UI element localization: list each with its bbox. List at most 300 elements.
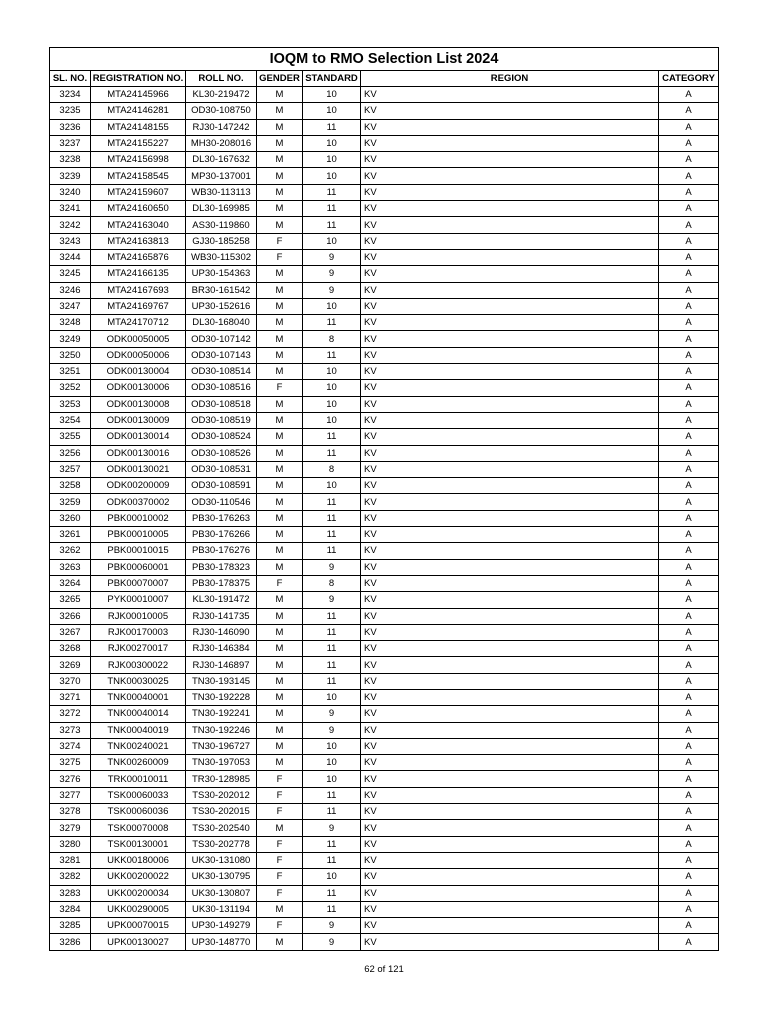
registration-no-cell: PBK00060001 [91, 559, 186, 575]
table-row [50, 885, 719, 901]
registration-no-cell: ODK00050006 [91, 347, 186, 363]
region-cell: KV [361, 266, 659, 282]
table-row [50, 217, 719, 233]
table-row [50, 135, 719, 151]
table-row [50, 249, 719, 265]
registration-no-cell: MTA24163813 [91, 233, 186, 249]
standard-cell: 10 [303, 396, 361, 412]
gender-cell: M [257, 934, 303, 950]
roll-no-cell: TN30-192241 [186, 706, 257, 722]
category-cell: A [659, 152, 719, 168]
standard-cell: 11 [303, 347, 361, 363]
category-cell: A [659, 201, 719, 217]
registration-no-cell: ODK00200009 [91, 478, 186, 494]
gender-cell: F [257, 852, 303, 868]
standard-cell: 10 [303, 380, 361, 396]
category-cell: A [659, 380, 719, 396]
registration-no-cell: TNK00240021 [91, 738, 186, 754]
roll-no-cell: PB30-178323 [186, 559, 257, 575]
registration-no-cell: PBK00010002 [91, 510, 186, 526]
standard-cell: 11 [303, 217, 361, 233]
registration-no-cell: PYK00010007 [91, 592, 186, 608]
category-cell: A [659, 559, 719, 575]
roll-no-cell: UK30-130795 [186, 869, 257, 885]
region-cell: KV [361, 412, 659, 428]
table-row [50, 315, 719, 331]
sl-no-cell: 3270 [50, 673, 91, 689]
category-cell: A [659, 184, 719, 200]
gender-cell: M [257, 722, 303, 738]
region-cell: KV [361, 510, 659, 526]
registration-no-cell: MTA24158545 [91, 168, 186, 184]
region-cell: KV [361, 641, 659, 657]
roll-no-cell: DL30-167632 [186, 152, 257, 168]
standard-cell: 11 [303, 624, 361, 640]
standard-cell: 11 [303, 494, 361, 510]
category-cell: A [659, 364, 719, 380]
category-cell: A [659, 168, 719, 184]
registration-no-cell: ODK00130009 [91, 412, 186, 428]
region-cell: KV [361, 918, 659, 934]
table-row [50, 103, 719, 119]
gender-cell: M [257, 184, 303, 200]
table-row [50, 592, 719, 608]
category-cell: A [659, 575, 719, 591]
table-row [50, 396, 719, 412]
sl-no-cell: 3243 [50, 233, 91, 249]
category-cell: A [659, 135, 719, 151]
standard-cell: 10 [303, 412, 361, 428]
gender-cell: M [257, 135, 303, 151]
standard-cell: 11 [303, 641, 361, 657]
table-row [50, 510, 719, 526]
table-row [50, 804, 719, 820]
table-row [50, 934, 719, 950]
registration-no-cell: ODK00130014 [91, 429, 186, 445]
sl-no-cell: 3238 [50, 152, 91, 168]
category-cell: A [659, 217, 719, 233]
registration-no-cell: ODK00130006 [91, 380, 186, 396]
region-cell: KV [361, 445, 659, 461]
sl-no-cell: 3265 [50, 592, 91, 608]
sl-no-cell: 3241 [50, 201, 91, 217]
gender-cell: M [257, 298, 303, 314]
category-cell: A [659, 103, 719, 119]
standard-cell: 9 [303, 706, 361, 722]
roll-no-cell: TR30-128985 [186, 771, 257, 787]
category-cell: A [659, 689, 719, 705]
sl-no-cell: 3234 [50, 87, 91, 103]
table-row [50, 233, 719, 249]
standard-cell: 11 [303, 201, 361, 217]
table-row [50, 787, 719, 803]
table-row [50, 266, 719, 282]
registration-no-cell: TNK00260009 [91, 755, 186, 771]
region-cell: KV [361, 282, 659, 298]
roll-no-cell: OD30-110546 [186, 494, 257, 510]
standard-cell: 10 [303, 233, 361, 249]
table-row [50, 364, 719, 380]
sl-no-cell: 3258 [50, 478, 91, 494]
standard-cell: 11 [303, 119, 361, 135]
standard-cell: 9 [303, 249, 361, 265]
category-cell: A [659, 445, 719, 461]
roll-no-cell: PB30-176276 [186, 543, 257, 559]
roll-no-cell: RJ30-147242 [186, 119, 257, 135]
table-row [50, 689, 719, 705]
standard-cell: 11 [303, 804, 361, 820]
standard-cell: 11 [303, 315, 361, 331]
gender-cell: M [257, 527, 303, 543]
standard-cell: 9 [303, 592, 361, 608]
col-header-registration-no: REGISTRATION NO. [91, 71, 186, 87]
category-cell: A [659, 738, 719, 754]
gender-cell: M [257, 429, 303, 445]
sl-no-cell: 3283 [50, 885, 91, 901]
roll-no-cell: TN30-192246 [186, 722, 257, 738]
sl-no-cell: 3240 [50, 184, 91, 200]
registration-no-cell: MTA24146281 [91, 103, 186, 119]
registration-no-cell: TNK00030025 [91, 673, 186, 689]
sl-no-cell: 3242 [50, 217, 91, 233]
category-cell: A [659, 315, 719, 331]
region-cell: KV [361, 543, 659, 559]
region-cell: KV [361, 689, 659, 705]
registration-no-cell: MTA24170712 [91, 315, 186, 331]
standard-cell: 10 [303, 298, 361, 314]
registration-no-cell: RJK00170003 [91, 624, 186, 640]
registration-no-cell: ODK00130008 [91, 396, 186, 412]
category-cell: A [659, 755, 719, 771]
sl-no-cell: 3276 [50, 771, 91, 787]
category-cell: A [659, 852, 719, 868]
roll-no-cell: TS30-202540 [186, 820, 257, 836]
roll-no-cell: RJ30-146090 [186, 624, 257, 640]
roll-no-cell: OD30-108591 [186, 478, 257, 494]
table-row [50, 298, 719, 314]
roll-no-cell: KL30-219472 [186, 87, 257, 103]
gender-cell: M [257, 624, 303, 640]
roll-no-cell: OD30-108526 [186, 445, 257, 461]
standard-cell: 11 [303, 885, 361, 901]
sl-no-cell: 3273 [50, 722, 91, 738]
roll-no-cell: TS30-202012 [186, 787, 257, 803]
table-row [50, 869, 719, 885]
registration-no-cell: PBK00010015 [91, 543, 186, 559]
sl-no-cell: 3271 [50, 689, 91, 705]
roll-no-cell: TN30-193145 [186, 673, 257, 689]
roll-no-cell: KL30-191472 [186, 592, 257, 608]
selection-list-table [49, 47, 719, 951]
gender-cell: M [257, 592, 303, 608]
registration-no-cell: MTA24145966 [91, 87, 186, 103]
region-cell: KV [361, 722, 659, 738]
roll-no-cell: AS30-119860 [186, 217, 257, 233]
roll-no-cell: UP30-152616 [186, 298, 257, 314]
region-cell: KV [361, 624, 659, 640]
category-cell: A [659, 478, 719, 494]
table-row [50, 901, 719, 917]
table-row [50, 347, 719, 363]
registration-no-cell: UKK00200034 [91, 885, 186, 901]
category-cell: A [659, 673, 719, 689]
registration-no-cell: ODK00130021 [91, 461, 186, 477]
gender-cell: F [257, 771, 303, 787]
roll-no-cell: UP30-148770 [186, 934, 257, 950]
roll-no-cell: OD30-108514 [186, 364, 257, 380]
sl-no-cell: 3274 [50, 738, 91, 754]
gender-cell: M [257, 266, 303, 282]
sl-no-cell: 3263 [50, 559, 91, 575]
roll-no-cell: DL30-169985 [186, 201, 257, 217]
region-cell: KV [361, 364, 659, 380]
sl-no-cell: 3246 [50, 282, 91, 298]
region-cell: KV [361, 527, 659, 543]
region-cell: KV [361, 738, 659, 754]
region-cell: KV [361, 119, 659, 135]
table-row [50, 494, 719, 510]
region-cell: KV [361, 820, 659, 836]
registration-no-cell: TNK00040014 [91, 706, 186, 722]
registration-no-cell: TSK00060033 [91, 787, 186, 803]
gender-cell: M [257, 673, 303, 689]
standard-cell: 11 [303, 608, 361, 624]
registration-no-cell: UPK00070015 [91, 918, 186, 934]
sl-no-cell: 3280 [50, 836, 91, 852]
standard-cell: 11 [303, 543, 361, 559]
col-header-sl-no: SL. NO. [50, 71, 91, 87]
region-cell: KV [361, 461, 659, 477]
region-cell: KV [361, 706, 659, 722]
gender-cell: M [257, 119, 303, 135]
roll-no-cell: OD30-107142 [186, 331, 257, 347]
standard-cell: 11 [303, 673, 361, 689]
sl-no-cell: 3261 [50, 527, 91, 543]
gender-cell: F [257, 869, 303, 885]
col-header-category: CATEGORY [659, 71, 719, 87]
sl-no-cell: 3235 [50, 103, 91, 119]
table-row [50, 559, 719, 575]
sl-no-cell: 3248 [50, 315, 91, 331]
category-cell: A [659, 934, 719, 950]
registration-no-cell: MTA24159607 [91, 184, 186, 200]
region-cell: KV [361, 396, 659, 412]
sl-no-cell: 3286 [50, 934, 91, 950]
region-cell: KV [361, 592, 659, 608]
sl-no-cell: 3237 [50, 135, 91, 151]
standard-cell: 10 [303, 152, 361, 168]
region-cell: KV [361, 901, 659, 917]
standard-cell: 10 [303, 755, 361, 771]
region-cell: KV [361, 787, 659, 803]
category-cell: A [659, 461, 719, 477]
region-cell: KV [361, 298, 659, 314]
standard-cell: 11 [303, 836, 361, 852]
sl-no-cell: 3282 [50, 869, 91, 885]
standard-cell: 9 [303, 559, 361, 575]
roll-no-cell: TN30-197053 [186, 755, 257, 771]
table-row [50, 608, 719, 624]
standard-cell: 11 [303, 787, 361, 803]
roll-no-cell: WB30-115302 [186, 249, 257, 265]
roll-no-cell: UK30-130807 [186, 885, 257, 901]
sl-no-cell: 3247 [50, 298, 91, 314]
region-cell: KV [361, 233, 659, 249]
gender-cell: M [257, 412, 303, 428]
standard-cell: 8 [303, 575, 361, 591]
table-row [50, 624, 719, 640]
col-header-roll-no: ROLL NO. [186, 71, 257, 87]
roll-no-cell: DL30-168040 [186, 315, 257, 331]
standard-cell: 9 [303, 266, 361, 282]
sl-no-cell: 3253 [50, 396, 91, 412]
registration-no-cell: ODK00050005 [91, 331, 186, 347]
registration-no-cell: TNK00040019 [91, 722, 186, 738]
table-row [50, 119, 719, 135]
gender-cell: M [257, 608, 303, 624]
registration-no-cell: ODK00130016 [91, 445, 186, 461]
gender-cell: M [257, 168, 303, 184]
standard-cell: 9 [303, 934, 361, 950]
roll-no-cell: GJ30-185258 [186, 233, 257, 249]
gender-cell: M [257, 657, 303, 673]
standard-cell: 9 [303, 820, 361, 836]
sl-no-cell: 3277 [50, 787, 91, 803]
standard-cell: 11 [303, 657, 361, 673]
table-row [50, 722, 719, 738]
region-cell: KV [361, 673, 659, 689]
gender-cell: F [257, 804, 303, 820]
standard-cell: 11 [303, 445, 361, 461]
region-cell: KV [361, 201, 659, 217]
category-cell: A [659, 298, 719, 314]
gender-cell: F [257, 836, 303, 852]
gender-cell: M [257, 364, 303, 380]
sl-no-cell: 3257 [50, 461, 91, 477]
category-cell: A [659, 249, 719, 265]
registration-no-cell: MTA24165876 [91, 249, 186, 265]
category-cell: A [659, 494, 719, 510]
standard-cell: 11 [303, 901, 361, 917]
standard-cell: 9 [303, 918, 361, 934]
category-cell: A [659, 901, 719, 917]
region-cell: KV [361, 331, 659, 347]
sl-no-cell: 3281 [50, 852, 91, 868]
roll-no-cell: RJ30-146897 [186, 657, 257, 673]
standard-cell: 8 [303, 331, 361, 347]
category-cell: A [659, 429, 719, 445]
sl-no-cell: 3249 [50, 331, 91, 347]
col-header-standard: STANDARD [303, 71, 361, 87]
region-cell: KV [361, 559, 659, 575]
gender-cell: M [257, 478, 303, 494]
standard-cell: 11 [303, 527, 361, 543]
roll-no-cell: OD30-108531 [186, 461, 257, 477]
sl-no-cell: 3260 [50, 510, 91, 526]
registration-no-cell: PBK00070007 [91, 575, 186, 591]
table-row [50, 641, 719, 657]
standard-cell: 10 [303, 738, 361, 754]
gender-cell: M [257, 641, 303, 657]
gender-cell: M [257, 901, 303, 917]
table-row [50, 543, 719, 559]
roll-no-cell: OD30-108750 [186, 103, 257, 119]
category-cell: A [659, 869, 719, 885]
gender-cell: F [257, 249, 303, 265]
sl-no-cell: 3262 [50, 543, 91, 559]
sl-no-cell: 3250 [50, 347, 91, 363]
registration-no-cell: ODK00130004 [91, 364, 186, 380]
registration-no-cell: TNK00040001 [91, 689, 186, 705]
gender-cell: M [257, 347, 303, 363]
registration-no-cell: TSK00130001 [91, 836, 186, 852]
standard-cell: 11 [303, 429, 361, 445]
standard-cell: 10 [303, 869, 361, 885]
gender-cell: M [257, 201, 303, 217]
gender-cell: F [257, 380, 303, 396]
region-cell: KV [361, 103, 659, 119]
category-cell: A [659, 527, 719, 543]
standard-cell: 10 [303, 168, 361, 184]
page-number: 62 of 121 [364, 964, 404, 975]
standard-cell: 11 [303, 184, 361, 200]
roll-no-cell: TN30-196727 [186, 738, 257, 754]
table-row [50, 152, 719, 168]
region-cell: KV [361, 869, 659, 885]
region-cell: KV [361, 575, 659, 591]
roll-no-cell: BR30-161542 [186, 282, 257, 298]
table-row [50, 918, 719, 934]
registration-no-cell: MTA24169767 [91, 298, 186, 314]
registration-no-cell: RJK00010005 [91, 608, 186, 624]
sl-no-cell: 3254 [50, 412, 91, 428]
region-cell: KV [361, 478, 659, 494]
roll-no-cell: OD30-108524 [186, 429, 257, 445]
category-cell: A [659, 918, 719, 934]
standard-cell: 8 [303, 461, 361, 477]
registration-no-cell: ODK00370002 [91, 494, 186, 510]
region-cell: KV [361, 315, 659, 331]
col-header-gender: GENDER [257, 71, 303, 87]
table-row [50, 673, 719, 689]
registration-no-cell: MTA24156998 [91, 152, 186, 168]
region-cell: KV [361, 152, 659, 168]
standard-cell: 10 [303, 689, 361, 705]
category-cell: A [659, 771, 719, 787]
gender-cell: M [257, 494, 303, 510]
gender-cell: F [257, 575, 303, 591]
gender-cell: M [257, 103, 303, 119]
category-cell: A [659, 657, 719, 673]
standard-cell: 10 [303, 771, 361, 787]
roll-no-cell: WB30-113113 [186, 184, 257, 200]
category-cell: A [659, 608, 719, 624]
category-cell: A [659, 412, 719, 428]
table-row [50, 836, 719, 852]
sl-no-cell: 3266 [50, 608, 91, 624]
sl-no-cell: 3268 [50, 641, 91, 657]
roll-no-cell: RJ30-146384 [186, 641, 257, 657]
roll-no-cell: TS30-202015 [186, 804, 257, 820]
standard-cell: 10 [303, 364, 361, 380]
roll-no-cell: RJ30-141735 [186, 608, 257, 624]
category-cell: A [659, 885, 719, 901]
region-cell: KV [361, 771, 659, 787]
table-row [50, 87, 719, 103]
sl-no-cell: 3252 [50, 380, 91, 396]
region-cell: KV [361, 755, 659, 771]
region-cell: KV [361, 380, 659, 396]
